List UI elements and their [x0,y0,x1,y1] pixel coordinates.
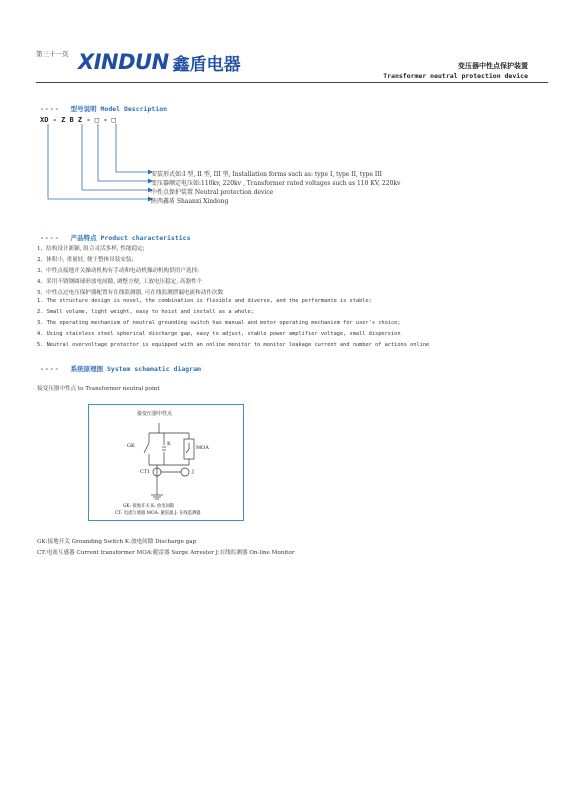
header-divider [36,82,548,83]
label-moa: MOA [196,445,209,451]
schematic-heading-text: 系统原理图 System schematic diagram [70,365,201,373]
header-title-cn: 变压器中性点保护装置 [458,62,528,70]
label-k: K [167,441,171,447]
legend-neutral-device: 中性点保护装置 Neutral protection device [151,189,274,196]
feature-cn-1: 1、结构设计新颖, 组合灵活多样, 性能稳定; [37,246,145,252]
diagram-caption-2: CT: 电流互感器 MOA: 避雷器 J: 在线监测器 [115,511,201,516]
feature-cn-3: 3、中性点接地开关操动机构有手动和电动机操动机构供用户选择; [37,268,200,274]
section-dash: ---- [40,234,65,242]
feature-cn-2: 2、体积小, 重量轻, 便于整体吊装安装; [37,257,134,263]
features-heading [40,233,191,242]
feature-en-1: 1. The structure design is novel, the combination is flexible and diverse, and the performance is stable; [37,298,372,304]
logo-text-cn: 鑫盾电器 [172,54,241,75]
logo-text-en: XINDUN [78,50,169,74]
page-number: 第三十一页 [36,50,69,58]
feature-en-2: 2. Small volume, light weight, easy to hoist and install as a whole; [37,309,254,315]
legend-rated-voltage: 变压器额定电压如:110kv, 220kv , Transformer rated voltages such as 110 KV, 220kv [151,180,401,187]
feature-cn-5: 5、中性点过电压保护器配置有在线监测器, 可在线监测泄漏电流和动作次数 [37,290,224,296]
label-gk: GK [127,443,135,449]
label-ct: CT1 [140,469,151,475]
company-logo [78,51,241,73]
model-heading-text: 型号说明 Model Description [70,105,168,113]
schematic-diagram [88,404,244,521]
model-code: XD - Z B Z - □ - □ [40,116,116,124]
feature-en-5: 5. Neutral overvoltage protector is equipped with an online monitor to monitor leakage current and number of actions online [37,342,430,348]
legend-caption-1: GK:接地开关 Grounding Switch K:放电间隙 Discharge gap [37,539,197,545]
feature-en-3: 3. The operating mechanism of neutral grounding switch has manual and motor operating mechanism for user's choice; [37,320,401,326]
schematic-heading [40,364,201,373]
model-legend-lines [40,122,160,222]
label-j: J [192,469,195,475]
model-heading [40,104,167,113]
schematic-intro: 接变压器中性点 to Transformer neutral point [37,386,160,392]
feature-en-4: 4. Using stainless steel spherical discharge gap, easy to adjust, stable power amplifier voltage, small dispersion [37,331,401,337]
legend-caption-2: CT:电流互感器 Current transformer MOA:避雷器 Surge Arrester J:在线监测器 On-line Monitor [37,550,295,556]
legend-install-forms: 安装形式如:I 型, II 型, III 型, Installation forms such as: type I, type II, type III [151,171,383,178]
section-dash: ---- [40,105,65,113]
header-title-en: Transformer neutral protection device [383,72,528,80]
section-dash: ---- [40,365,65,373]
diagram-caption-1: GK: 接地开关 K: 放电间隙 [123,504,175,509]
features-heading-text: 产品特点 Product characteristics [70,234,191,242]
diagram-title: 接变压器中性点 [137,411,173,417]
feature-cn-4: 4、采用不锈钢圆球形放电间隙, 调整方便, 工放电压稳定, 高器性个 [37,279,203,285]
legend-manufacturer: 陕西鑫盾 Shaanxi Xindong [151,198,229,205]
